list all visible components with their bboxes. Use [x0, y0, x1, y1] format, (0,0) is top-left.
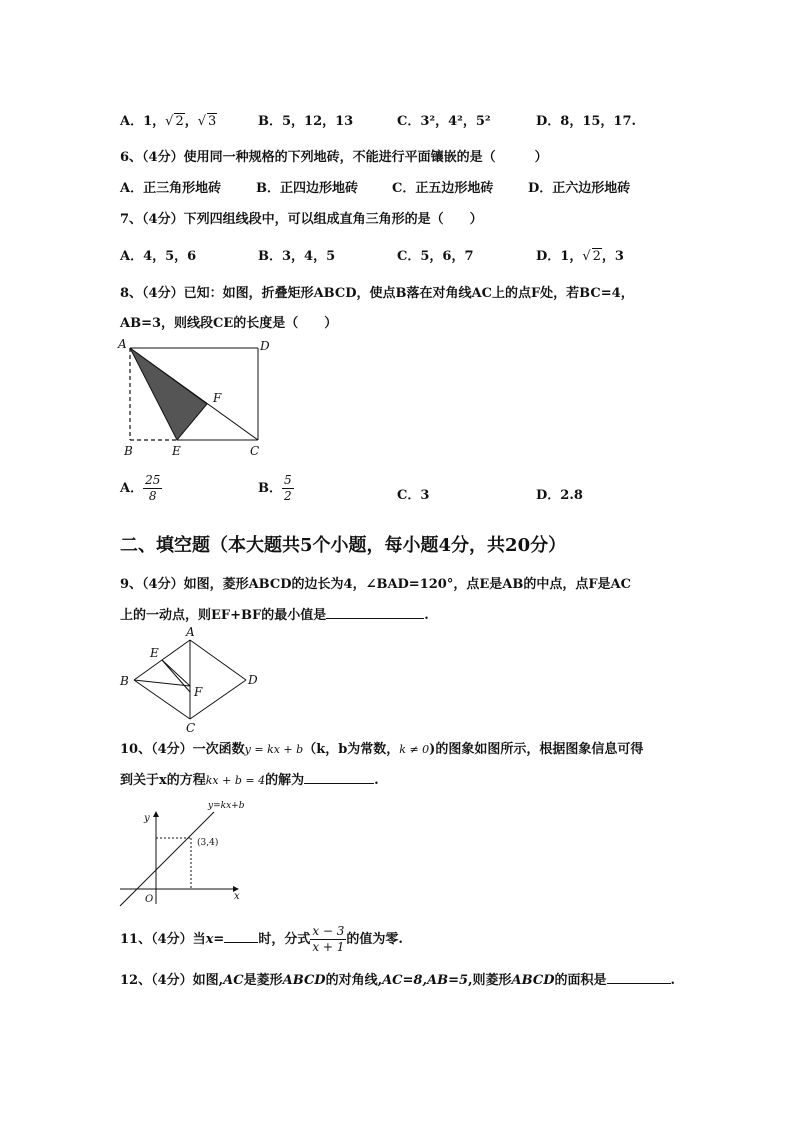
q8-folded-triangle: [130, 348, 207, 440]
q10-x-label: x: [234, 891, 240, 902]
q6-option-c: C．正五边形地砖: [392, 181, 494, 196]
q8-stem-line1: 8、（4分）已知：如图，折叠矩形ABCD，使点B落在对角线AC上的点F处，若BC=4，: [120, 286, 634, 301]
q10-formula: y = kx + b: [244, 743, 304, 756]
q10-origin-label: O: [145, 894, 154, 905]
q6-stem: 6、（4分）使用同一种规格的下列地砖，不能进行平面镶嵌的是（ ）: [120, 150, 548, 165]
q8-stem-line2: AB=3，则线段CE的长度是（ ）: [120, 316, 338, 331]
q10-answer-blank[interactable]: [304, 771, 374, 784]
q9-label-f: F: [194, 685, 203, 699]
q11-variable: x: [205, 932, 214, 947]
q7-option-a: A．4，5，6: [120, 249, 197, 264]
q8-option-b: B． $\frac{5}{2}$: [258, 473, 292, 503]
q10-line-label: y=kx+b: [208, 801, 245, 811]
q8-option-a: A． $\frac{25}{8}$: [120, 473, 161, 503]
q9-figure: [112, 624, 272, 734]
q12-stem: 12、（4分）如图,AC是菱形ABCD的对角线,AC=8,AB=5,则菱形ABCD的面积是 .: [120, 973, 676, 988]
q9-label-e: E: [150, 646, 159, 660]
section-heading: 二、填空题（本大题共5个小题，每小题4分，共20分）: [120, 535, 567, 556]
q9-label-d: D: [248, 673, 258, 687]
q8-label-e: E: [172, 444, 181, 458]
q9-stem-text: 上的一动点，则EF+BF的最小值是: [120, 608, 327, 623]
q9-label-a: A: [186, 625, 195, 639]
q5-option-d: D．8，15，17.: [536, 114, 637, 129]
q10-function-line: [120, 812, 214, 906]
q6-option-d: D．正六边形地砖: [528, 181, 631, 196]
q6-option-a: A．正三角形地砖: [120, 181, 222, 196]
q7-option-b: B．3，4，5: [258, 249, 336, 264]
q9-label-c: C: [186, 721, 196, 734]
q10-point-label: (3,4): [197, 838, 219, 848]
q9-stem-line1: 9、（4分）如图，菱形ABCD的边长为4，∠BAD=120°，点E是AB的中点，点F是AC: [120, 577, 631, 592]
q10-stem-line1: 10、（4分）一次函数y = kx + b（k，b为常数，k ≠ 0)的图象如图所示，根据图象信息可得: [120, 742, 644, 757]
q11-answer-blank[interactable]: [224, 930, 258, 943]
q7-option-c: C．5，6，7: [397, 249, 474, 264]
q5-option-a: A．1，√ 2，√ 3: [120, 114, 217, 129]
q10-equation: kx + b = 4: [205, 774, 266, 787]
q7-stem: 7、（4分）下列四组线段中，可以组成直角三角形的是（ ）: [120, 212, 483, 227]
q7-option-d: D．1，√ 2，3: [536, 249, 624, 264]
q8-label-d: D: [260, 339, 270, 353]
q6-option-b: B．正四边形地砖: [256, 181, 358, 196]
q5-option-b: B．5，12，13: [258, 114, 354, 129]
q10-condition: k ≠ 0: [399, 743, 430, 756]
q8-label-b: B: [124, 444, 133, 458]
q8-label-c: C: [250, 444, 260, 458]
q8-option-c: C．3: [397, 488, 430, 503]
q8-option-d: D．2.8: [536, 488, 583, 503]
q9-edge-bc: [134, 680, 190, 719]
q9-answer-blank[interactable]: [326, 606, 424, 619]
q9-segment-ef: [162, 660, 190, 686]
q9-stem-line2: 上的一动点，则EF+BF的最小值是 .: [120, 608, 429, 623]
q8-label-a: A: [118, 337, 127, 351]
q8-label-f: F: [213, 391, 222, 405]
q5-option-c: C．3²，4²，5²: [397, 114, 491, 129]
q9-edge-ad: [190, 640, 246, 680]
q10-stem-line2: 到关于x的方程kx + b = 4的解为 .: [120, 773, 379, 788]
q8-figure: [112, 334, 272, 460]
q9-label-b: B: [120, 674, 129, 688]
q9-segment-e-ac: [162, 660, 190, 692]
q11-stem: 11、（4分）当x= 时，分式 $\frac{x - 3}{x + 1}$ 的值为零.: [120, 924, 403, 954]
q10-y-label: y: [144, 813, 150, 824]
q10-graph: [112, 796, 252, 908]
q12-answer-blank[interactable]: [607, 971, 671, 984]
